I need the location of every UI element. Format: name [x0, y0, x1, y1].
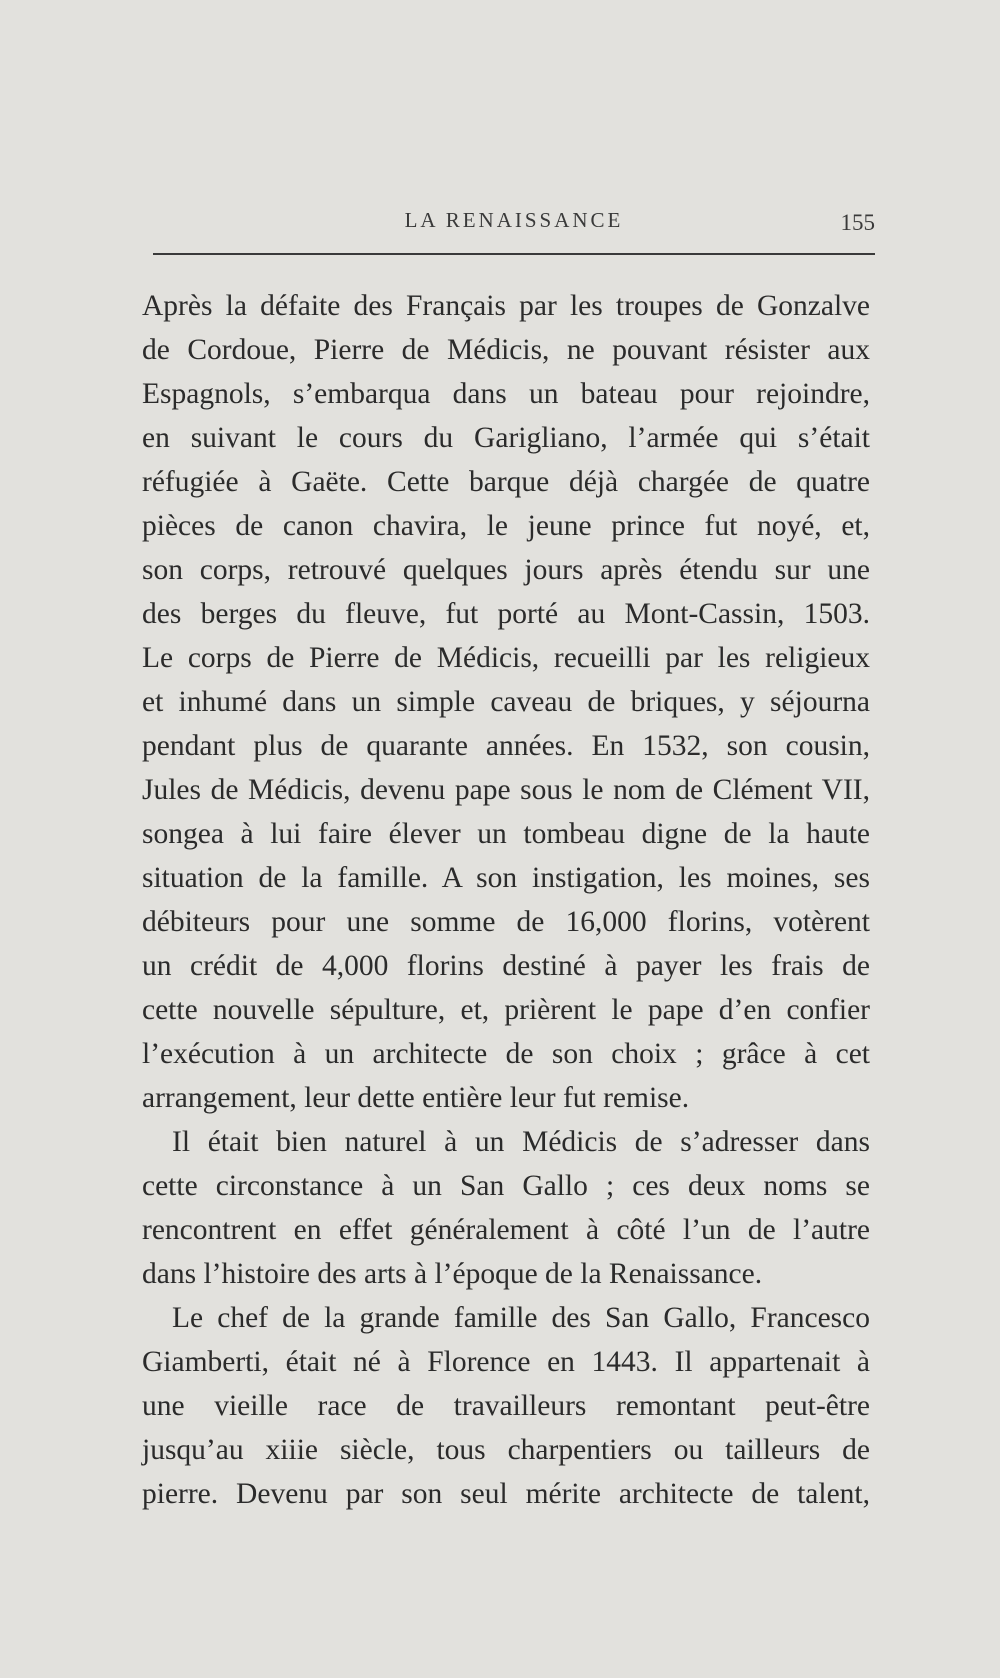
text-line: arrangement, leur dette entière leur fut remise.: [142, 1082, 690, 1114]
text-line: Il était bien naturel à un Médicis de s’adresser dans: [172, 1126, 870, 1158]
running-head: [153, 208, 875, 240]
text-line: jusqu’au xiiie siècle, tous charpentiers ou tailleurs de: [142, 1434, 870, 1466]
text-line: débiteurs pour une somme de 16,000 florins, votèrent: [142, 906, 870, 938]
text-line: pendant plus de quarante années. En 1532, son cousin,: [142, 730, 870, 762]
text-line: de Cordoue, Pierre de Médicis, ne pouvant résister aux: [142, 334, 870, 366]
text-line: songea à lui faire élever un tombeau digne de la haute: [142, 818, 870, 850]
text-line: en suivant le cours du Garigliano, l’armée qui s’était: [142, 422, 870, 454]
text-line: l’exécution à un architecte de son choix ; grâce à cet: [142, 1038, 870, 1070]
text-line: et inhumé dans un simple caveau de briques, y séjourna: [142, 686, 870, 718]
text-line: un crédit de 4,000 florins destiné à payer les frais de: [142, 950, 870, 982]
text-line: son corps, retrouvé quelques jours après étendu sur une: [142, 554, 870, 586]
text-line: Le chef de la grande famille des San Gallo, Francesco: [172, 1302, 870, 1334]
text-line: une vieille race de travailleurs remontant peut-être: [142, 1390, 870, 1422]
text-line: Giamberti, était né à Florence en 1443. Il appartenait à: [142, 1346, 870, 1378]
text-line: Après la défaite des Français par les troupes de Gonzalve: [142, 290, 870, 322]
text-line: Le corps de Pierre de Médicis, recueilli par les religieux: [142, 642, 870, 674]
text-line: pierre. Devenu par son seul mérite architecte de talent,: [142, 1478, 870, 1510]
body-text: [142, 284, 870, 1516]
text-line: réfugiée à Gaëte. Cette barque déjà chargée de quatre: [142, 466, 870, 498]
text-line: rencontrent en effet généralement à côté l’un de l’autre: [142, 1214, 870, 1246]
text-line: cette circonstance à un San Gallo ; ces deux noms se: [142, 1170, 870, 1202]
text-line: Espagnols, s’embarqua dans un bateau pour rejoindre,: [142, 378, 870, 410]
text-line: Jules de Médicis, devenu pape sous le nom de Clément VII,: [142, 774, 870, 806]
text-line: dans l’histoire des arts à l’époque de la Renaissance.: [142, 1258, 763, 1290]
text-line: pièces de canon chavira, le jeune prince fut noyé, et,: [142, 510, 870, 542]
text-line: cette nouvelle sépulture, et, prièrent le pape d’en confier: [142, 994, 870, 1026]
text-line: des berges du fleuve, fut porté au Mont-Cassin, 1503.: [142, 598, 870, 630]
page-number: 155: [840, 210, 875, 235]
header-rule: [153, 253, 875, 255]
text-line: situation de la famille. A son instigation, les moines, ses: [142, 862, 870, 894]
running-title: LA RENAISSANCE: [404, 208, 624, 232]
